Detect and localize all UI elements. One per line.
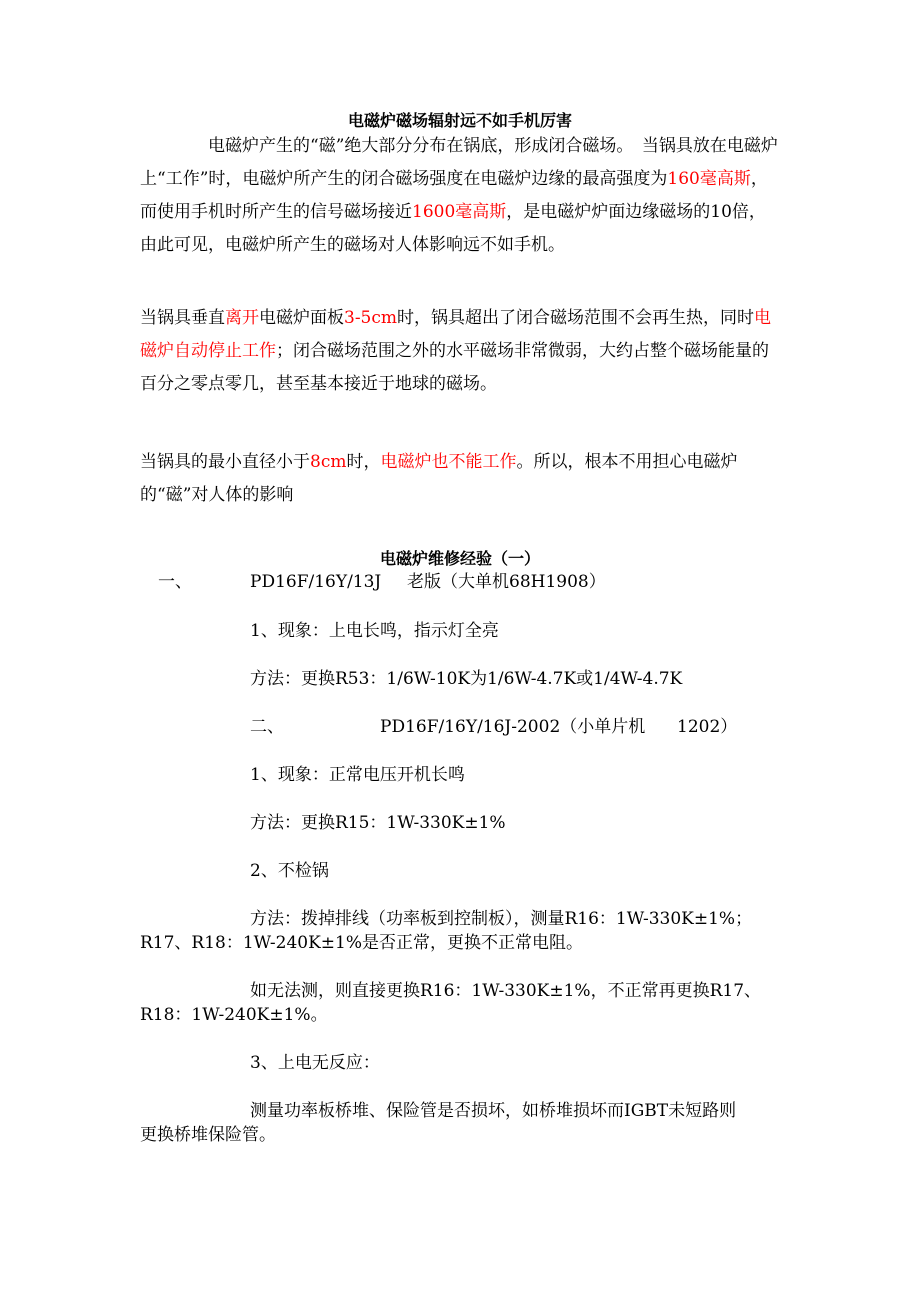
heading-2-code: 1202） [677, 717, 738, 737]
text-run: 时，锅具超出了闭合磁场范围不会再生热，同时 [397, 308, 755, 328]
item-3-method-line1: 方法：拨掉排线（功率板到控制板），测量R16：1W-330K±1%； [250, 909, 753, 929]
text-run: 。所以，根本不用担心电磁炉的“磁”对人体的影响 [140, 452, 738, 505]
item-1-phenomenon: 1、现象：上电长鸣，指示灯全亮 [250, 621, 499, 641]
item-3-alternative-line1: 如无法测，则直接更换R16：1W-330K±1%，不正常再更换R17、 [250, 981, 762, 1001]
text-run: ，而使用手机时所产生的信号磁场接近 [140, 169, 768, 222]
paragraph-pot-diameter [140, 446, 782, 512]
item-3-method-line2: R17、R18：1W-240K±1%是否正常，更换不正常电阻。 [140, 933, 584, 953]
item-1-method: 方法：更换R53：1/6W-10K为1/6W-4.7K或1/4W-4.7K [250, 669, 683, 689]
item-3-alternative-line2: R18：1W-240K±1%。 [140, 1005, 328, 1025]
text-run: 电磁炉面板 [259, 308, 344, 328]
text-run: 时， [346, 452, 381, 472]
paragraph-pot-lift [140, 302, 782, 401]
item-4-description-line1: 测量功率板桥堆、保险管是否损坏，如桥堆损坏而IGBT未短路则 [250, 1101, 737, 1121]
highlighted-text: 3-5cm [344, 308, 398, 328]
text-run: 电磁炉产生的“磁”绝大部分分布在锅底，形成闭合磁场。 当锅具放在电磁炉上“工作”时，电磁炉所产生的闭合磁场强度在电磁炉边缘的最高强度为 [140, 136, 778, 189]
heading-1-model: PD16F/16Y/13J [250, 572, 382, 592]
item-2-phenomenon: 1、现象：正常电压开机长鸣 [250, 765, 465, 785]
item-3-title: 2、不检锅 [250, 861, 329, 881]
highlighted-text: 1600毫高斯 [412, 202, 507, 222]
item-4-title: 3、上电无反应： [250, 1053, 380, 1073]
section2-title: 电磁炉维修经验（一） [379, 549, 540, 568]
heading-2-number: 二、 [250, 717, 284, 737]
highlighted-text: 8cm [310, 452, 347, 472]
heading-2-model: PD16F/16Y/16J-2002（小单片机 [380, 717, 646, 737]
highlighted-text: 离开 [225, 308, 259, 328]
text-run: 当锅具垂直 [140, 308, 225, 328]
highlighted-text: 160毫高斯 [667, 169, 751, 189]
item-4-description-line2: 更换桥堆保险管。 [140, 1125, 276, 1145]
item-2-method: 方法：更换R15：1W-330K±1% [250, 813, 506, 833]
paragraph-magnetic-field [140, 130, 782, 262]
highlighted-text: 电磁炉也不能工作 [380, 452, 517, 472]
heading-1-number: 一、 [158, 572, 192, 592]
heading-1-description: 老版（大单机68H1908） [407, 572, 606, 592]
text-run: ，是电磁炉炉面边缘磁场的10倍，由此可见，电磁炉所产生的磁场对人体影响远不如手机。 [140, 202, 766, 255]
highlighted-text: 电磁炉自动停止工作 [140, 308, 772, 361]
text-run: ；闭合磁场范围之外的水平磁场非常微弱，大约占整个磁场能量的百分之零点零几，甚至基本接近于地球的磁场。 [140, 341, 769, 394]
text-run: 当锅具的最小直径小于 [140, 452, 310, 472]
section1-title: 电磁炉磁场辐射远不如手机厉害 [347, 111, 572, 130]
